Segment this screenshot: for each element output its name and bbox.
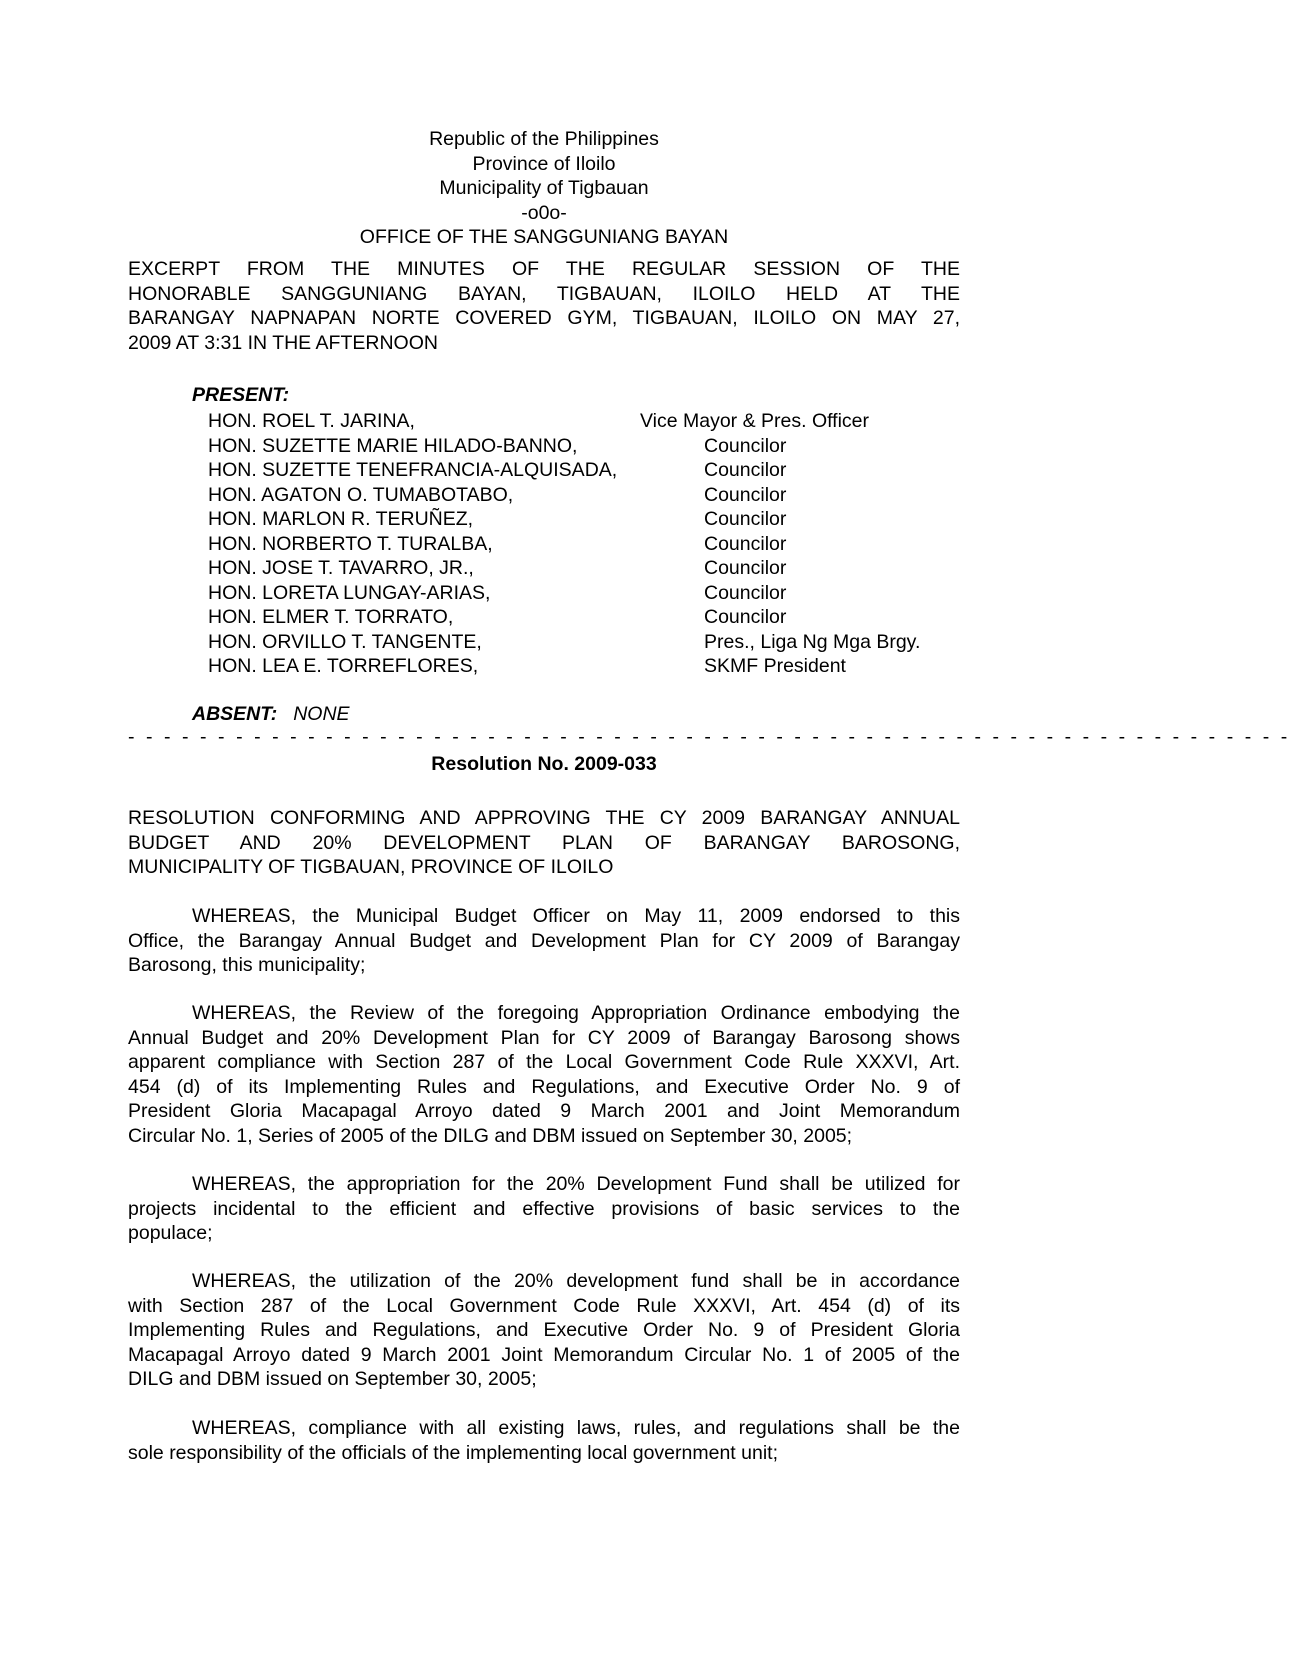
absent-line — [192, 703, 350, 726]
attendee-name: HON. LORETA LUNGAY-ARIAS, — [208, 581, 491, 604]
whereas-line: Implementing Rules and Regulations, and Executive Order No. 9 of President Gloria — [128, 1319, 960, 1341]
attendee-position: Councilor — [704, 434, 787, 457]
excerpt-line: 2009 AT 3:31 IN THE AFTERNOON — [128, 331, 438, 354]
letterhead — [0, 127, 1088, 250]
whereas-line: WHEREAS, the Review of the foregoing Appropriation Ordinance embodying the — [192, 1002, 960, 1024]
absent-value: NONE — [293, 703, 350, 725]
whereas-line: WHEREAS, the utilization of the 20% development fund shall be in accordance — [192, 1270, 960, 1292]
whereas-paragraph-4 — [128, 1269, 960, 1392]
whereas-line: sole responsibility of the officials of the implementing local government unit; — [128, 1441, 778, 1464]
header-province: Province of Iloilo — [472, 152, 616, 175]
excerpt-line: HONORABLE SANGGUNIANG BAYAN, TIGBAUAN, ILOILO HELD AT THE — [128, 282, 960, 305]
resolution-number: Resolution No. 2009-033 — [431, 753, 657, 775]
whereas-line: projects incidental to the efficient and effective provisions of basic services to the — [128, 1197, 960, 1220]
resolution-title — [128, 806, 960, 880]
whereas-paragraph-5 — [128, 1416, 960, 1465]
attendee-name: HON. AGATON O. TUMABOTABO, — [208, 483, 514, 506]
whereas-line: Barosong, this municipality; — [128, 954, 366, 976]
resolution-title-line: MUNICIPALITY OF TIGBAUAN, PROVINCE OF ILOILO — [128, 856, 614, 878]
whereas-line: 454 (d) of its Implementing Rules and Regulations, and Executive Order No. 9 of — [128, 1075, 960, 1098]
attendee-position: Councilor — [704, 508, 787, 530]
attendee-position: Councilor — [704, 557, 787, 579]
attendee-name: HON. SUZETTE TENEFRANCIA-ALQUISADA, — [208, 459, 618, 481]
whereas-line: DILG and DBM issued on September 30, 2005; — [128, 1368, 537, 1390]
attendee-name: HON. ROEL T. JARINA, — [208, 410, 415, 432]
whereas-paragraph-1 — [128, 904, 960, 978]
attendee-name: HON. JOSE T. TAVARRO, JR., — [208, 557, 474, 579]
whereas-line: populace; — [128, 1222, 213, 1244]
attendee-name: HON. NORBERTO T. TURALBA, — [208, 532, 493, 555]
attendee-position: Councilor — [704, 532, 787, 555]
excerpt-paragraph — [128, 257, 960, 355]
present-label: PRESENT: — [192, 384, 290, 406]
section-divider: - - - - - - - - - - - - - - - - - - - - - - - - - - - - - - - - - - - - - - - - - - - - - - - - - - - - - - - - - - - - - - - - - — [128, 726, 1290, 748]
whereas-line: Office, the Barangay Annual Budget and Development Plan for CY 2009 of Barangay — [128, 929, 960, 952]
whereas-line: Macapagal Arroyo dated 9 March 2001 Joint Memorandum Circular No. 1 of 2005 of the — [128, 1343, 960, 1366]
attendee-position: Councilor — [704, 459, 787, 481]
resolution-title-line: RESOLUTION CONFORMING AND APPROVING THE CY 2009 BARANGAY ANNUAL — [128, 807, 960, 829]
attendee-name: HON. ORVILLO T. TANGENTE, — [208, 630, 482, 653]
whereas-line: apparent compliance with Section 287 of the Local Government Code Rule XXXVI, Art. — [128, 1051, 960, 1073]
whereas-paragraph-2 — [128, 1001, 960, 1148]
attendee-position: Vice Mayor & Pres. Officer — [640, 410, 870, 432]
attendee-name: HON. LEA E. TORREFLORES, — [208, 655, 479, 677]
whereas-line: Annual Budget and 20% Development Plan for CY 2009 of Barangay Barosong shows — [128, 1026, 960, 1049]
excerpt-line: EXCERPT FROM THE MINUTES OF THE REGULAR SESSION OF THE — [128, 258, 960, 280]
attendee-name: HON. SUZETTE MARIE HILADO-BANNO, — [208, 434, 578, 457]
attendee-position: Pres., Liga Ng Mga Brgy. — [704, 630, 921, 653]
whereas-line: WHEREAS, the Municipal Budget Officer on May 11, 2009 endorsed to this — [192, 905, 960, 927]
whereas-line: WHEREAS, the appropriation for the 20% Development Fund shall be utilized for — [192, 1173, 960, 1195]
header-republic: Republic of the Philippines — [429, 128, 659, 150]
attendee-position: SKMF President — [704, 655, 846, 677]
attendee-position: Councilor — [704, 483, 787, 506]
resolution-title-line: BUDGET AND 20% DEVELOPMENT PLAN OF BARANGAY BAROSONG, — [128, 831, 960, 854]
attendee-position: Councilor — [704, 581, 787, 604]
whereas-line: President Gloria Macapagal Arroyo dated 9 March 2001 and Joint Memorandum — [128, 1100, 960, 1122]
attendee-name: HON. MARLON R. TERUÑEZ, — [208, 508, 474, 530]
absent-label: ABSENT: — [192, 703, 278, 725]
header-municipality: Municipality of Tigbauan — [439, 177, 649, 199]
excerpt-line: BARANGAY NAPNAPAN NORTE COVERED GYM, TIGBAUAN, ILOILO ON MAY 27, — [128, 307, 960, 329]
header-office: OFFICE OF THE SANGGUNIANG BAYAN — [359, 226, 729, 248]
whereas-line: Circular No. 1, Series of 2005 of the DILG and DBM issued on September 30, 2005; — [128, 1124, 853, 1147]
attendee-position: Councilor — [704, 606, 787, 628]
whereas-line: with Section 287 of the Local Government Code Rule XXXVI, Art. 454 (d) of its — [128, 1294, 960, 1317]
header-separator: -o0o- — [521, 201, 567, 224]
whereas-paragraph-3 — [128, 1172, 960, 1246]
attendee-name: HON. ELMER T. TORRATO, — [208, 606, 454, 628]
whereas-line: WHEREAS, compliance with all existing laws, rules, and regulations shall be the — [192, 1417, 960, 1439]
